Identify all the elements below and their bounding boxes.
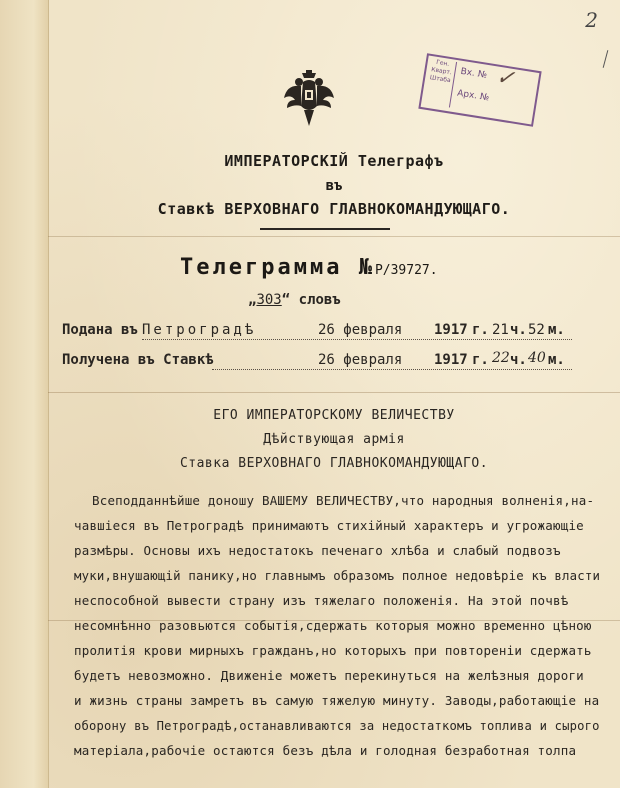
submitted-minute-suffix: м.: [548, 322, 565, 338]
submitted-minute: 52: [528, 322, 545, 338]
body-line: и жизнь страны замретъ въ самую тяжелую минуту. Заводы,работающіе на: [74, 693, 600, 708]
paper-left-strip: [0, 0, 49, 788]
body-line: пролитія крови мирныхъ гражданъ,но которыхъ при повтореніи сдержать: [74, 643, 592, 658]
header-stavka: Ставкѣ ВЕРХОВНАГО ГЛАВНОКОМАНДУЮЩАГО.: [157, 200, 511, 218]
word-count-value: 303: [256, 292, 282, 308]
corner-pencil-mark: [603, 50, 609, 68]
stamp-archive-label: Арх. №: [456, 88, 490, 104]
body-line: чавшіеся въ Петроградѣ принимаютъ стихійный характеръ и угрожающіе: [74, 518, 584, 533]
submitted-year: 1917: [434, 322, 468, 338]
telegram-number: Р/39727.: [374, 263, 438, 278]
address-line-2: Дѣйствующая армія: [263, 432, 405, 447]
word-count-line: „303“ словъ: [248, 292, 341, 308]
submitted-label: Подана въ: [62, 322, 138, 338]
stamp-handwritten-mark: ✓: [494, 64, 517, 93]
submitted-hour-suffix: ч.: [510, 322, 527, 338]
received-label: Получена въ Ставкѣ: [62, 352, 214, 368]
submitted-row: [62, 322, 572, 342]
body-line: муки,внушающій панику,но главнымъ образомъ полное недовѣріе къ власти: [74, 568, 601, 583]
archive-stamp: [418, 53, 541, 126]
body-line: матеріала,рабочіе остаются безъ дѣла и голодная безработная толпа: [74, 743, 577, 758]
submitted-place: Петроградѣ: [142, 322, 257, 338]
paper-fold-separator: [48, 392, 620, 393]
corner-page-number: 2: [585, 8, 598, 32]
address-line-1: ЕГО ИМПЕРАТОРСКОМУ ВЕЛИЧЕСТВУ: [213, 408, 455, 423]
submitted-year-suffix: г.: [472, 322, 489, 338]
stamp-side-text: Ген. Кварт. Штаба: [423, 58, 457, 108]
submitted-date: 26 февраля: [318, 322, 403, 338]
stamp-inbox-label: Вх. №: [459, 66, 488, 81]
header-divider: [260, 228, 390, 230]
received-dotted-line: [212, 369, 572, 370]
body-line: Всеподданнѣйше доношу ВАШЕМУ ВЕЛИЧЕСТВУ,что народныя волненія,на-: [92, 493, 595, 508]
telegram-title-label: Телеграмма №: [180, 255, 375, 280]
received-minute-suffix: м.: [548, 352, 565, 368]
header-imperial-telegraph: ИМПЕРАТОРСКІЙ Телеграфъ: [224, 152, 444, 170]
word-count-suffix: словъ: [298, 292, 341, 308]
body-line: оборону въ Петроградѣ,останавливаются за недостаткомъ топлива и сырого: [74, 718, 600, 733]
paper-fold: [48, 236, 620, 237]
body-line: несомнѣнно разовьются событія,сдержать которыя можно временно цѣною: [74, 618, 592, 633]
address-line-3: Ставка ВЕРХОВНАГО ГЛАВНОКОМАНДУЮЩАГО.: [179, 456, 489, 471]
header-preposition: въ: [325, 178, 343, 194]
received-hour-handwritten: 22: [492, 350, 510, 366]
telegram-title: [180, 255, 438, 280]
received-date: 26 февраля: [318, 352, 403, 368]
received-year-suffix: г.: [472, 352, 489, 368]
submitted-dotted-line: [142, 339, 572, 340]
received-year: 1917: [434, 352, 468, 368]
imperial-eagle-emblem-icon: [283, 70, 335, 128]
received-hour-suffix: ч.: [510, 352, 527, 368]
received-minute-handwritten: 40: [528, 350, 546, 366]
received-row: [62, 352, 572, 372]
body-line: размѣры. Основы ихъ недостатокъ печенаго хлѣба и слабый подвозъ: [74, 543, 561, 558]
body-line: неспособной вывести страну изъ тяжелаго положенія. На этой почвѣ: [74, 593, 569, 608]
body-line: будетъ невозможно. Движеніе можетъ перекинуться на желѣзныя дороги: [74, 668, 584, 683]
submitted-hour: 21: [492, 322, 509, 338]
